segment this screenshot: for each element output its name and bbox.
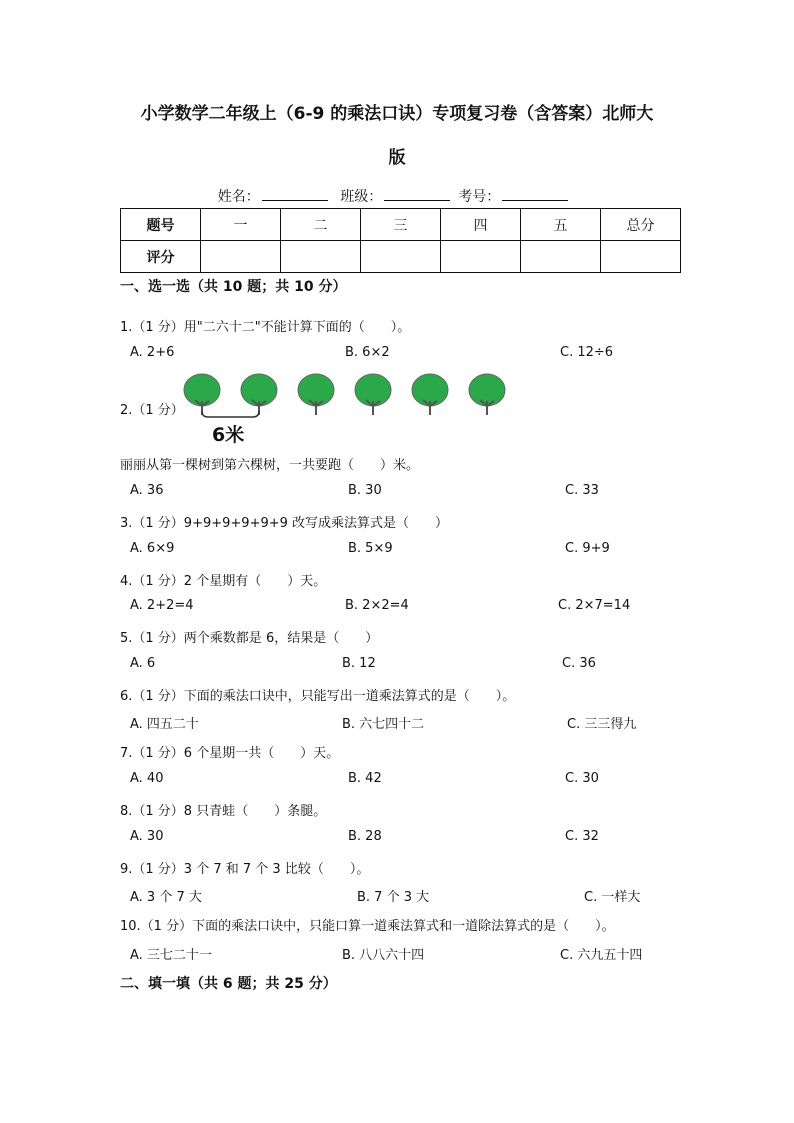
- option-c[interactable]: C. 30: [565, 771, 599, 786]
- page-title: [100, 92, 694, 180]
- class-label: 班级：: [340, 189, 383, 205]
- score-cell: 总分: [601, 209, 681, 241]
- option-a[interactable]: A. 36: [130, 483, 164, 498]
- score-input-cell[interactable]: [441, 241, 521, 273]
- tree-icon: [241, 374, 277, 415]
- question-7: 7.（1 分）6 个星期一共（ ）天。: [120, 746, 340, 761]
- option-a[interactable]: A. 三七二十一: [130, 948, 212, 963]
- score-cell: 五: [521, 209, 601, 241]
- title-line-1: 小学数学二年级上（6-9 的乘法口诀）专项复习卷（含答案）北师大: [140, 104, 654, 124]
- option-a[interactable]: A. 3 个 7 大: [130, 890, 202, 905]
- question-8: 8.（1 分）8 只青蛙（ ）条腿。: [120, 804, 327, 819]
- score-cell: 二: [281, 209, 361, 241]
- number-blank[interactable]: [502, 188, 568, 201]
- score-input-cell[interactable]: [601, 241, 681, 273]
- student-info: [0, 186, 794, 206]
- score-cell: 四: [441, 209, 521, 241]
- question-10: 10.（1 分）下面的乘法口诀中，只能口算一道乘法算式和一道除法算式的是（ ）。: [120, 919, 615, 934]
- option-c[interactable]: C. 三三得九: [567, 717, 637, 732]
- score-input-cell[interactable]: [361, 241, 441, 273]
- section-heading-2: 二、填一填（共 6 题；共 25 分）: [120, 976, 337, 992]
- number-label: 考号：: [458, 189, 501, 205]
- option-b[interactable]: B. 八八六十四: [342, 948, 425, 963]
- score-cell: 评分: [121, 241, 201, 273]
- option-c[interactable]: C. 32: [565, 829, 599, 844]
- option-a[interactable]: A. 6: [130, 656, 156, 671]
- question-1: 1.（1 分）用"二六十二"不能计算下面的（ ）。: [120, 320, 411, 335]
- option-b[interactable]: B. 30: [348, 483, 382, 498]
- score-input-cell[interactable]: [281, 241, 361, 273]
- tree-distance-label: 6米: [212, 424, 245, 446]
- option-c[interactable]: C. 12÷6: [560, 345, 614, 360]
- score-table-header-row: [121, 209, 681, 241]
- option-c[interactable]: C. 9+9: [565, 541, 610, 556]
- option-a[interactable]: A. 30: [130, 829, 164, 844]
- tree-icon: [469, 374, 505, 415]
- question-9: 9.（1 分）3 个 7 和 7 个 3 比较（ ）。: [120, 862, 370, 877]
- tree-icon: [412, 374, 448, 415]
- name-blank[interactable]: [262, 188, 328, 201]
- option-b[interactable]: B. 28: [348, 829, 382, 844]
- question-5: 5.（1 分）两个乘数都是 6，结果是（ ）: [120, 631, 379, 646]
- option-b[interactable]: B. 6×2: [345, 345, 390, 360]
- score-cell: 题号: [121, 209, 201, 241]
- class-blank[interactable]: [384, 188, 450, 201]
- option-a[interactable]: A. 2+6: [130, 345, 175, 360]
- tree-icon: [184, 374, 220, 415]
- option-c[interactable]: C. 36: [562, 656, 596, 671]
- option-c[interactable]: C. 2×7=14: [558, 598, 631, 613]
- title-line-2: 版: [388, 148, 406, 168]
- score-input-cell[interactable]: [521, 241, 601, 273]
- option-c[interactable]: C. 33: [565, 483, 599, 498]
- option-b[interactable]: B. 5×9: [348, 541, 393, 556]
- question-4: 4.（1 分）2 个星期有（ ）天。: [120, 574, 327, 589]
- distance-brace-icon: [202, 411, 259, 417]
- score-table: [120, 208, 681, 273]
- option-b[interactable]: B. 42: [348, 771, 382, 786]
- name-label: 姓名：: [217, 189, 260, 205]
- score-cell: 一: [201, 209, 281, 241]
- score-cell: 三: [361, 209, 441, 241]
- tree-icon: [355, 374, 391, 415]
- question-6: 6.（1 分）下面的乘法口诀中，只能写出一道乘法算式的是（ ）。: [120, 689, 516, 704]
- score-input-cell[interactable]: [201, 241, 281, 273]
- question-3: 3.（1 分）9+9+9+9+9+9 改写成乘法算式是（ ）: [120, 516, 449, 531]
- option-a[interactable]: A. 四五二十: [130, 717, 199, 732]
- option-b[interactable]: B. 2×2=4: [345, 598, 409, 613]
- option-b[interactable]: B. 7 个 3 大: [357, 890, 430, 905]
- section-heading-1: 一、选一选（共 10 题；共 10 分）: [120, 279, 347, 295]
- option-a[interactable]: A. 2+2=4: [130, 598, 194, 613]
- option-a[interactable]: A. 6×9: [130, 541, 175, 556]
- tree-icon: [298, 374, 334, 415]
- option-b[interactable]: B. 12: [342, 656, 376, 671]
- score-table-score-row: [121, 241, 681, 273]
- option-c[interactable]: C. 六九五十四: [560, 948, 643, 963]
- question-2-text: 丽丽从第一棵树到第六棵树，一共要跑（ ）米。: [120, 458, 420, 473]
- question-2: 2.（1 分）: [120, 403, 184, 418]
- option-c[interactable]: C. 一样大: [584, 890, 641, 905]
- option-b[interactable]: B. 六七四十二: [342, 717, 425, 732]
- option-a[interactable]: A. 40: [130, 771, 164, 786]
